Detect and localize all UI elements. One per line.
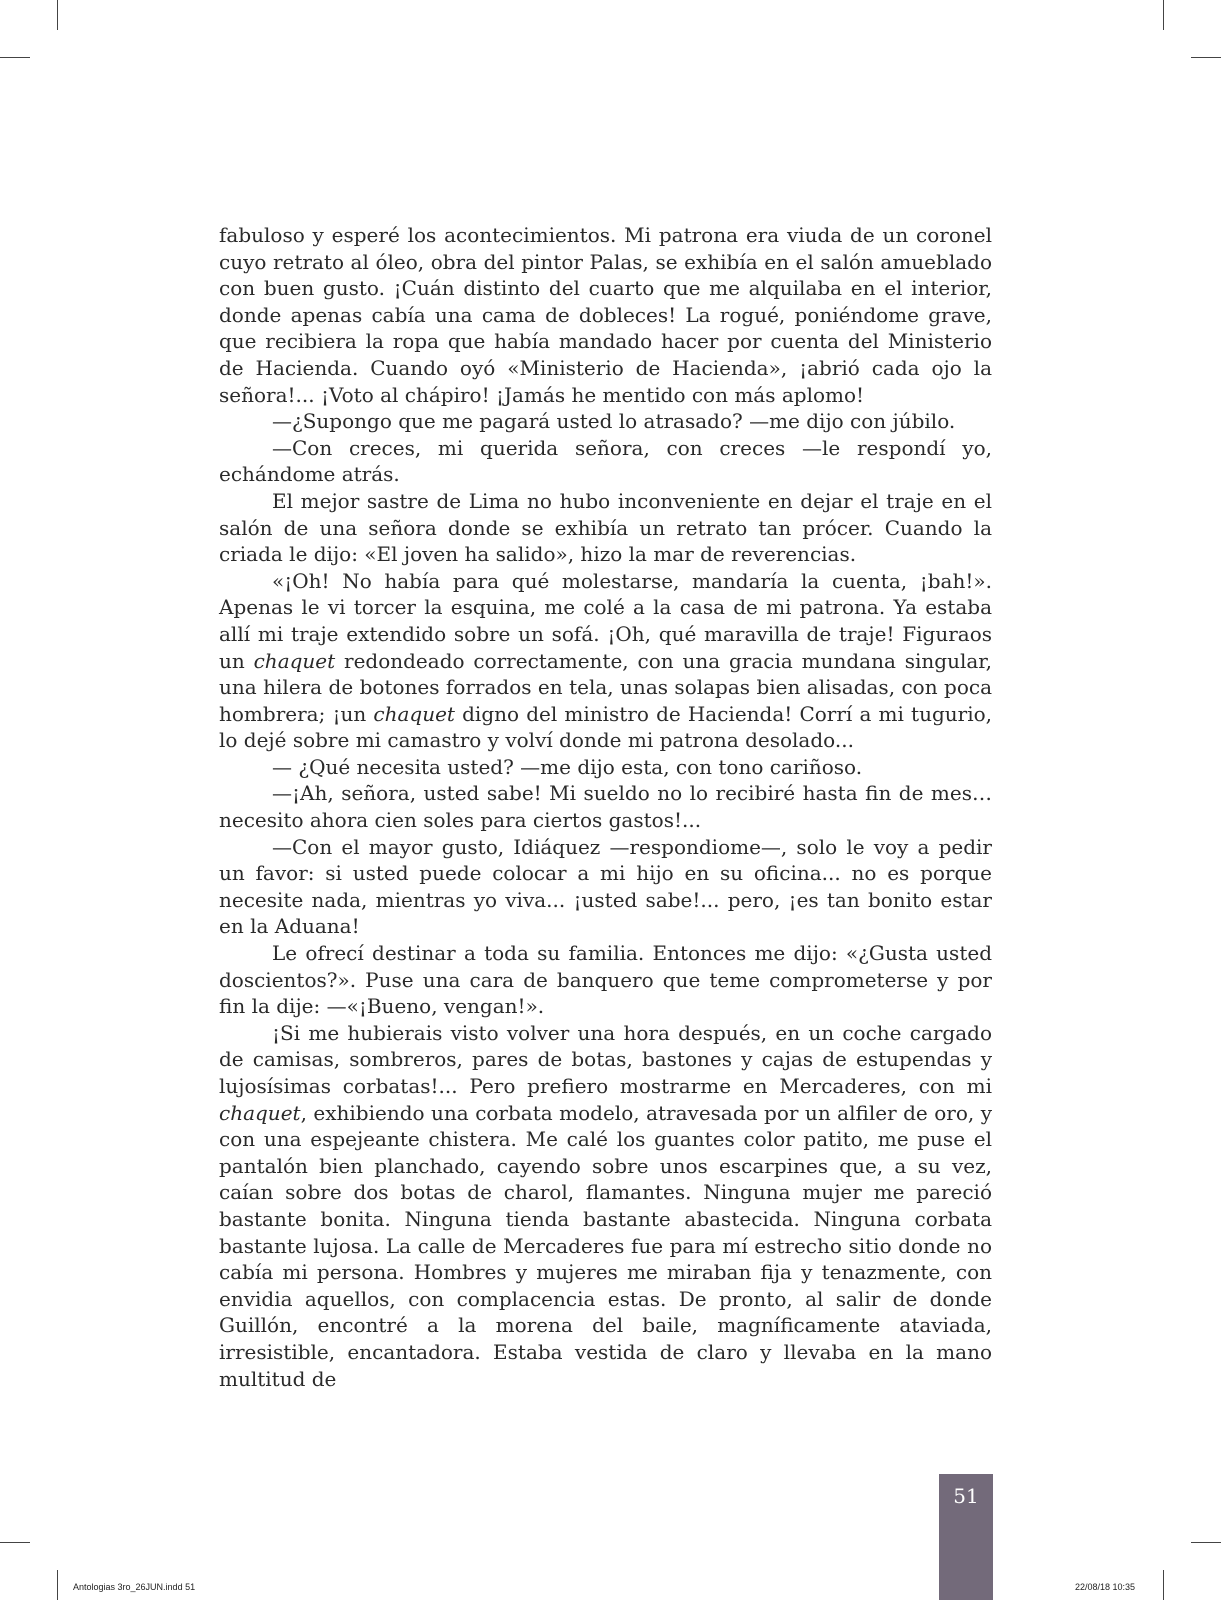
crop-mark <box>1191 57 1221 58</box>
paragraph-text: , exhibiendo una corbata modelo, atravesada por un alfiler de oro, y con una espejeante chistera. Me calé los guantes color patito, me puse el pantalón bien planchado, cayendo sobre unos escarpines que, a su vez, caían sobre dos botas de charol, flamantes. Ninguna mujer me pareció bastante bonita. Ninguna tienda bastante abastecida. Ninguna corbata bastante lujosa. La calle de Mercaderes fue para mí estrecho sitio donde no cabía mi persona. Hombres y mujeres me miraban fija y tenazmente, con envidia aquellos, con complacencia estas. De pronto, al salir de donde Guillón, encontré a la morena del baile, magníficamente ataviada, irresistible, encantadora. Estaba vestida de claro y llevaba en la mano multitud de <box>219 1100 992 1391</box>
paragraph <box>219 834 992 940</box>
paragraph <box>219 222 992 408</box>
crop-mark <box>1163 0 1164 30</box>
crop-mark <box>1191 1542 1221 1543</box>
page-number-tab <box>939 1474 993 1600</box>
paragraph <box>219 754 992 781</box>
crop-mark <box>0 57 30 58</box>
crop-mark <box>0 1542 30 1543</box>
page-number: 51 <box>953 1484 979 1508</box>
paragraph <box>219 568 992 754</box>
body-text <box>219 222 992 1392</box>
italic-text: chaquet <box>219 1100 301 1125</box>
paragraph-text: — ¿Qué necesita usted? —me dijo esta, con tono cariñoso. <box>272 754 863 779</box>
paragraph <box>219 435 992 488</box>
paragraph-text: digno del ministro de Hacienda! Corrí a mi tugurio, lo dejé sobre mi camastro y volví donde mi patrona desolado... <box>219 701 992 753</box>
paragraph-text: Le ofrecí destinar a toda su familia. Entonces me dijo: «¿Gusta usted doscientos?». Puse una cara de banquero que teme comprometerse y por fin la dije: —«¡Bueno, vengan!». <box>219 941 992 1019</box>
italic-text: chaquet <box>253 648 336 673</box>
paragraph <box>219 488 992 568</box>
italic-text: chaquet <box>373 701 455 726</box>
paragraph <box>219 408 992 435</box>
paragraph-text: —Con el mayor gusto, Idiáquez —respondiome—, solo le voy a pedir un favor: si usted puede colocar a mi hijo en su oficina... no es porque necesite nada, mientras yo viva... ¡usted sabe!... pero, ¡es tan bonito estar en la Aduana! <box>219 834 992 939</box>
crop-mark <box>57 0 58 30</box>
paragraph <box>219 780 992 833</box>
paragraph-text: fabuloso y esperé los acontecimientos. Mi patrona era viuda de un coronel cuyo retrato al óleo, obra del pintor Palas, se exhibía en el salón amueblado con buen gusto. ¡Cuán distinto del cuarto que me alquilaba en el interior, donde apenas cabía una cama de dobleces! La rogué, poniéndome grave, que recibiera la ropa que había mandado hacer por cuenta del Ministerio de Hacienda. Cuando oyó «Ministerio de Hacienda», ¡abrió cada ojo la señora!... ¡Voto al chápiro! ¡Jamás he mentido con más aplomo! <box>219 223 992 407</box>
crop-mark <box>57 1570 58 1600</box>
slug-datetime: 22/08/18 10:35 <box>1075 1582 1136 1592</box>
paragraph-text: El mejor sastre de Lima no hubo inconveniente en dejar el traje en el salón de una señora donde se exhibía un retrato tan prócer. Cuando la criada le dijo: «El joven ha salido», hizo la mar de reverencias. <box>219 488 992 567</box>
paragraph-text: —¿Supongo que me pagará usted lo atrasado? —me dijo con júbilo. <box>272 409 956 434</box>
paragraph-text: ¡Si me hubierais visto volver una hora después, en un coche cargado de camisas, sombreros, pares de botas, bastones y cajas de estupendas y lujosísimas corbatas!... Pero prefiero mostrarme en Mercaderes, con mi <box>219 1020 992 1098</box>
slug-file: Antologias 3ro_26JUN.indd 51 <box>73 1582 196 1592</box>
paragraph-text: redondeado correctamente, con una gracia mundana singular, una hilera de botones forrados en tela, unas solapas bien alisadas, con poca hombrera; ¡un <box>219 648 992 726</box>
paragraph-text: —¡Ah, señora, usted sabe! Mi sueldo no lo recibiré hasta fin de mes… necesito ahora cien soles para ciertos gastos!... <box>219 781 992 833</box>
paragraph-text: «¡Oh! No había para qué molestarse, mandaría la cuenta, ¡bah!». Apenas le vi torcer la esquina, me colé a la casa de mi patrona. Ya estaba allí mi traje extendido sobre un sofá. ¡Oh, qué maravilla de traje! Figuraos un <box>219 568 992 673</box>
paragraph-text: —Con creces, mi querida señora, con creces —le respondí yo, echándome atrás. <box>219 435 992 487</box>
crop-mark <box>1163 1570 1164 1600</box>
paragraph <box>219 1020 992 1392</box>
paragraph <box>219 940 992 1020</box>
